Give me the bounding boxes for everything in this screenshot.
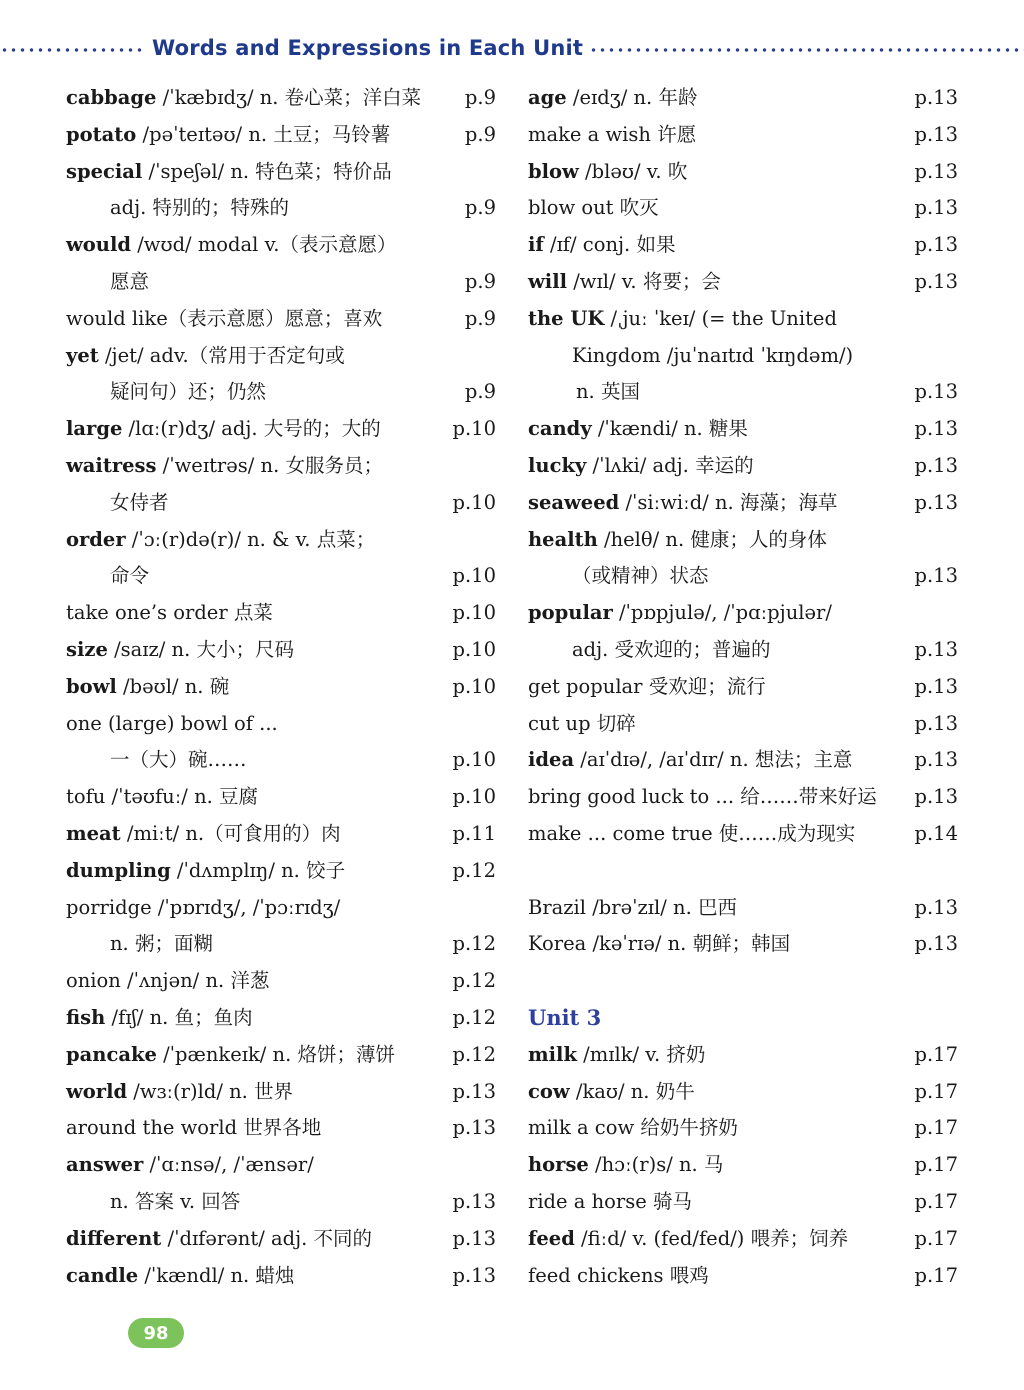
definition: /eɪdʒ/ n. 年龄 [566, 86, 698, 109]
headword: lucky [528, 453, 587, 477]
entry-text: Korea /kəˈrɪə/ n. 朝鲜；韩国 [528, 932, 791, 956]
page-reference: p.13 [914, 453, 958, 477]
entry-text: 疑问句）还；仍然 [110, 380, 267, 404]
entry-text: （或精神）状态 [572, 564, 709, 588]
page-reference: p.13 [452, 1263, 496, 1287]
page-reference: p.10 [452, 748, 496, 772]
entry-continuation [66, 190, 496, 227]
definition: /ˈpɒpjulə/, /ˈpɑːpjulər/ [612, 601, 832, 625]
entry-continuation [528, 374, 958, 411]
vocab-entry [66, 595, 496, 632]
definition: /wɪl/ v. 将要；会 [567, 269, 721, 293]
vocab-entry [66, 1258, 496, 1295]
left-column [66, 80, 496, 1294]
entry-text: 命令 [110, 564, 150, 588]
page-reference: p.13 [914, 564, 958, 588]
vocab-entry [528, 1147, 958, 1184]
vocab-entry [528, 411, 958, 448]
headword: horse [528, 1153, 589, 1177]
definition: /kaʊ/ n. 奶牛 [569, 1079, 695, 1103]
page-reference: p.10 [452, 637, 496, 661]
vocab-entry [528, 1221, 958, 1258]
page-reference: p.9 [464, 269, 496, 293]
page-reference: p.10 [452, 785, 496, 809]
headword: candy [528, 417, 592, 441]
headword: size [66, 637, 108, 661]
headword: cow [528, 1079, 570, 1103]
vocab-entry [528, 706, 958, 743]
definition: /ˈkæbɪdʒ/ n. 卷心菜；洋白菜 [156, 86, 422, 109]
headword: dumpling [66, 858, 171, 882]
vocab-entry [528, 669, 958, 706]
entry-text: ride a horse 骑马 [528, 1189, 692, 1213]
definition: /bləʊ/ v. 吹 [578, 159, 688, 183]
vocab-entry [66, 853, 496, 890]
page-reference: p.13 [914, 932, 958, 956]
page-reference: p.11 [452, 821, 496, 845]
page-number-badge: 98 [128, 1318, 184, 1348]
header-title: Words and Expressions in Each Unit [152, 36, 584, 60]
definition: /aɪˈdɪə/, /aɪˈdɪr/ n. 想法；主意 [574, 748, 853, 772]
vocab-entry [66, 448, 496, 485]
definition: /lɑː(r)dʒ/ adj. 大号的；大的 [122, 417, 381, 441]
page-reference: p.13 [914, 86, 958, 109]
page-reference: p.9 [464, 196, 496, 220]
page-reference: p.17 [914, 1079, 958, 1103]
definition: /ˈkændi/ n. 糖果 [591, 417, 748, 441]
headword: idea [528, 748, 575, 772]
vocab-entry [66, 963, 496, 1000]
definition: /fiːd/ v. (fed/fed/) 喂养；饲养 [574, 1226, 849, 1250]
page-reference: p.13 [914, 196, 958, 220]
entry-text: feed chickens 喂鸡 [528, 1263, 709, 1287]
headword: seaweed [528, 490, 620, 514]
vocab-entry [66, 669, 496, 706]
entry-text: take one’s order 点菜 [66, 601, 273, 625]
page-reference: p.13 [914, 711, 958, 735]
entry-continuation [528, 558, 958, 595]
page-reference: p.12 [452, 858, 496, 882]
page-reference: p.13 [914, 785, 958, 809]
page-reference: p.12 [452, 1005, 496, 1029]
vocab-entry [66, 1110, 496, 1147]
entry-text: adj. 特别的；特殊的 [110, 196, 290, 220]
definition: /ˈlʌki/ adj. 幸运的 [586, 453, 754, 477]
entry-text: n. 粥；面糊 [110, 932, 213, 956]
page-reference: p.13 [452, 1079, 496, 1103]
vocab-entry [66, 411, 496, 448]
vocab-entry [528, 1074, 958, 1111]
unit-heading: Unit 3 [528, 1004, 602, 1030]
vocab-entry [66, 301, 496, 338]
vocab-entry [66, 117, 496, 154]
vocab-entry [528, 595, 958, 632]
vocab-entry [528, 227, 958, 264]
entry-text: 女侍者 [110, 490, 169, 514]
entry-continuation [66, 926, 496, 963]
definition: /ˈdʌmplɪŋ/ n. 饺子 [170, 858, 346, 882]
vocab-entry [66, 522, 496, 559]
vocab-entry [528, 301, 958, 338]
page-reference: p.13 [914, 674, 958, 698]
entry-continuation [66, 264, 496, 301]
vocab-entry [528, 1258, 958, 1295]
vocab-entry [66, 816, 496, 853]
vocab-entry [66, 80, 496, 117]
header-dots-left [0, 48, 146, 52]
definition: /ˈdɪfərənt/ adj. 不同的 [161, 1226, 373, 1250]
headword: world [66, 1079, 128, 1103]
definition: /mɪlk/ v. 挤奶 [576, 1042, 706, 1066]
entry-text: get popular 受欢迎；流行 [528, 674, 766, 698]
headword: waitress [66, 453, 157, 477]
blank-line [528, 853, 958, 890]
page-reference: p.13 [914, 159, 958, 183]
headword: the UK [528, 306, 605, 330]
headword: cabbage [66, 86, 157, 109]
definition: /miːt/ n.（可食用的）肉 [120, 821, 341, 845]
entry-continuation [66, 742, 496, 779]
page-reference: p.13 [914, 748, 958, 772]
page-header [0, 30, 1024, 66]
vocab-entry [528, 779, 958, 816]
page-reference: p.10 [452, 674, 496, 698]
page-reference: p.13 [914, 233, 958, 257]
vocab-entry [528, 890, 958, 927]
entry-continuation [66, 558, 496, 595]
vocab-entry [528, 80, 958, 117]
vocab-entry [66, 890, 496, 927]
entry-continuation [528, 632, 958, 669]
headword: if [528, 233, 544, 257]
vocab-entry [66, 1074, 496, 1111]
definition: /ˈkændl/ n. 蜡烛 [138, 1263, 295, 1287]
headword: popular [528, 601, 613, 625]
page-reference: p.12 [452, 932, 496, 956]
vocab-entry [528, 264, 958, 301]
headword: blow [528, 159, 579, 183]
entry-text: n. 答案 v. 回答 [110, 1189, 241, 1213]
headword: would [66, 233, 132, 257]
vocab-entry [528, 1110, 958, 1147]
entry-continuation [66, 485, 496, 522]
headword: potato [66, 122, 137, 146]
definition: /ˈpænkeɪk/ n. 烙饼；薄饼 [156, 1042, 396, 1066]
entry-text: make a wish 许愿 [528, 122, 697, 146]
definition: /ˈɔː(r)də(r)/ n. & v. 点菜； [125, 527, 376, 551]
page-reference: p.17 [914, 1153, 958, 1177]
headword: bowl [66, 674, 117, 698]
page-reference: p.17 [914, 1116, 958, 1140]
vocab-entry [66, 779, 496, 816]
page-reference: p.13 [914, 417, 958, 441]
entry-text: adj. 受欢迎的；普遍的 [572, 637, 771, 661]
headword: feed [528, 1226, 575, 1250]
page-reference: p.10 [452, 564, 496, 588]
definition: /ɪf/ conj. 如果 [543, 233, 676, 257]
vocab-entry [66, 154, 496, 191]
definition: /wʊd/ modal v.（表示意愿） [131, 233, 397, 257]
vocab-entry [66, 338, 496, 375]
page-reference: p.13 [452, 1226, 496, 1250]
entry-continuation [66, 1184, 496, 1221]
entry-text: Kingdom /juˈnaɪtɪd ˈkɪŋdəm/) [572, 343, 854, 367]
page-reference: p.9 [464, 86, 496, 109]
page-reference: p.9 [464, 122, 496, 146]
headword: yet [66, 343, 99, 367]
page-reference: p.12 [452, 969, 496, 993]
headword: meat [66, 821, 121, 845]
definition: /jet/ adv.（常用于否定句或 [98, 343, 345, 367]
definition: /pəˈteɪtəʊ/ n. 土豆；马铃薯 [136, 122, 391, 146]
vocab-entry [528, 117, 958, 154]
vocab-entry [528, 1184, 958, 1221]
headword: answer [66, 1153, 144, 1177]
vocab-entry [528, 1037, 958, 1074]
page-reference: p.13 [914, 380, 958, 404]
entry-text: around the world 世界各地 [66, 1116, 322, 1140]
entry-text: blow out 吹灭 [528, 196, 659, 220]
page-reference: p.13 [914, 269, 958, 293]
vocab-entry [528, 742, 958, 779]
headword: will [528, 269, 568, 293]
page-reference: p.10 [452, 601, 496, 625]
page-reference: p.13 [914, 490, 958, 514]
headword: candle [66, 1263, 139, 1287]
entry-text: porridge /ˈpɒrɪdʒ/, /ˈpɔːrɪdʒ/ [66, 895, 341, 919]
vocab-entry [528, 154, 958, 191]
entry-text: cut up 切碎 [528, 711, 636, 735]
entry-text: tofu /ˈtəʊfuː/ n. 豆腐 [66, 785, 259, 809]
page-reference: p.17 [914, 1263, 958, 1287]
definition: /saɪz/ n. 大小；尺码 [107, 637, 295, 661]
vocab-entry [66, 632, 496, 669]
headword: order [66, 527, 126, 551]
entry-text: milk a cow 给奶牛挤奶 [528, 1116, 738, 1140]
page-reference: p.9 [464, 306, 496, 330]
entry-text: bring good luck to ... 给……带来好运 [528, 785, 877, 809]
entry-text: 一（大）碗…… [110, 748, 247, 772]
definition: /bəʊl/ n. 碗 [116, 674, 230, 698]
vocab-entry [66, 1000, 496, 1037]
page-reference: p.10 [452, 417, 496, 441]
page-reference: p.17 [914, 1042, 958, 1066]
page-reference: p.14 [914, 821, 958, 845]
entry-continuation [66, 374, 496, 411]
vocab-entry [528, 522, 958, 559]
page-reference: p.17 [914, 1189, 958, 1213]
vocab-entry [66, 227, 496, 264]
headword: age [528, 86, 567, 109]
entry-text: n. 英国 [576, 380, 640, 404]
headword: health [528, 527, 598, 551]
page-reference: p.10 [452, 490, 496, 514]
vocab-entry [528, 448, 958, 485]
page-reference: p.9 [464, 380, 496, 404]
definition: /helθ/ n. 健康；人的身体 [597, 527, 827, 551]
vocab-entry [66, 1147, 496, 1184]
vocab-entry [66, 1221, 496, 1258]
definition: /ˈɑːnsə/, /ˈænsər/ [143, 1153, 314, 1177]
page-reference: p.13 [452, 1116, 496, 1140]
vocab-entry [528, 816, 958, 853]
entry-text: make ... come true 使……成为现实 [528, 821, 856, 845]
headword: milk [528, 1042, 577, 1066]
page-reference: p.13 [452, 1189, 496, 1213]
blank-line [528, 963, 958, 1000]
entry-text: 愿意 [110, 269, 150, 293]
vocab-entry [528, 485, 958, 522]
vocab-entry [66, 1037, 496, 1074]
definition: /ˈsiːwiːd/ n. 海藻；海草 [619, 490, 838, 514]
page-reference: p.13 [914, 637, 958, 661]
headword: large [66, 417, 123, 441]
definition: /fɪʃ/ n. 鱼；鱼肉 [105, 1005, 253, 1029]
definition: /wɜː(r)ld/ n. 世界 [127, 1079, 294, 1103]
entry-text: Brazil /brəˈzɪl/ n. 巴西 [528, 895, 737, 919]
entry-continuation [528, 338, 958, 375]
page-reference: p.17 [914, 1226, 958, 1250]
headword: special [66, 159, 143, 183]
entry-text: one (large) bowl of ... [66, 711, 278, 735]
definition: /ˌjuː ˈkeɪ/ (= the United [604, 306, 837, 330]
definition: /ˈspeʃəl/ n. 特色菜；特价品 [142, 159, 392, 183]
page-reference: p.13 [914, 895, 958, 919]
vocab-entry [528, 926, 958, 963]
entry-text: onion /ˈʌnjən/ n. 洋葱 [66, 969, 270, 993]
vocab-entry [66, 706, 496, 743]
page-reference: p.12 [452, 1042, 496, 1066]
headword: fish [66, 1005, 106, 1029]
headword: different [66, 1226, 162, 1250]
headword: pancake [66, 1042, 157, 1066]
page-reference: p.13 [914, 122, 958, 146]
definition: /ˈweɪtrəs/ n. 女服务员； [156, 453, 384, 477]
header-dots-right [589, 48, 1024, 52]
entry-text: would like（表示意愿）愿意；喜欢 [66, 306, 383, 330]
right-column [528, 80, 958, 1294]
vocab-entry [528, 190, 958, 227]
definition: /hɔː(r)s/ n. 马 [588, 1153, 724, 1177]
